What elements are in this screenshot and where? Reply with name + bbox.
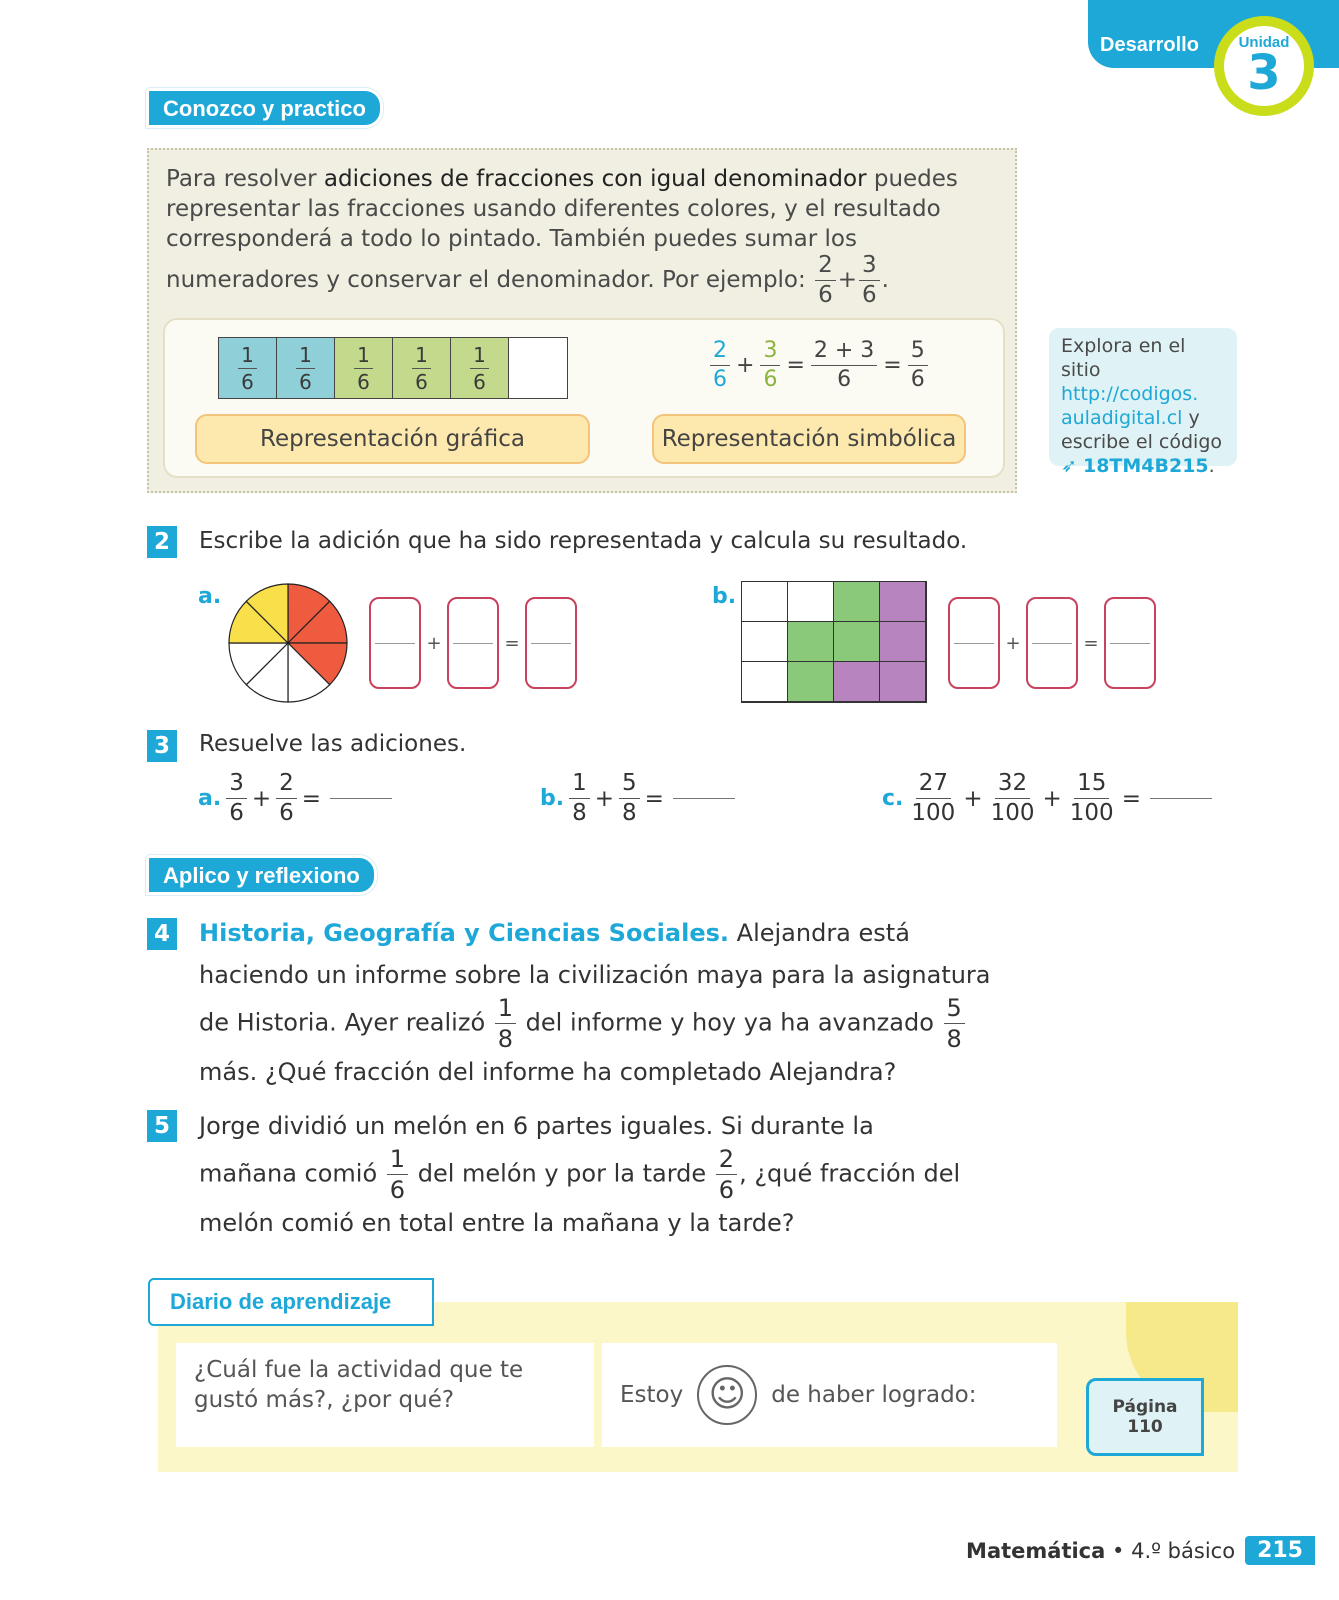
unit-badge bbox=[1214, 16, 1314, 116]
section-label: Desarrollo bbox=[1100, 34, 1199, 56]
page-footer: Matemática • 4.º básico 215 bbox=[966, 1536, 1315, 1565]
subject-tag: Historia, Geografía y Ciencias Sociales. bbox=[199, 919, 730, 947]
fraction-pie bbox=[226, 581, 350, 705]
journal-title: Diario de aprendizaje bbox=[148, 1278, 434, 1326]
grid-cell bbox=[880, 622, 926, 662]
site-link-2[interactable]: auladigital.cl bbox=[1061, 407, 1183, 429]
fraction: $\frac{3}{6}$ bbox=[859, 254, 880, 307]
fraction: $\frac{2 + 3}{6}$ bbox=[811, 340, 877, 391]
answer-card[interactable] bbox=[525, 597, 577, 689]
section-ribbon-conozco bbox=[146, 88, 383, 128]
page-reference[interactable]: Página 110 bbox=[1086, 1378, 1204, 1456]
strip-cell bbox=[509, 338, 567, 398]
grid-cell bbox=[742, 582, 788, 622]
section-title: Aplico y reflexiono bbox=[163, 863, 360, 888]
explanation-bold: adiciones de fracciones con igual denominador bbox=[323, 166, 867, 192]
grid-cell bbox=[880, 582, 926, 622]
fraction: 2 6 bbox=[710, 340, 730, 391]
grid-cell bbox=[742, 662, 788, 702]
fraction: $\frac{2}{6}$ bbox=[276, 772, 297, 825]
symbolic-equation: 2 6 + $\frac{3}{6}$ = $\frac{2 + 3}{6}$ = $\frac{5}{6}$ bbox=[708, 340, 930, 391]
exercise-c: c. 27 100 + $\frac{32}{100}$ + $\frac{15}{100}$ = bbox=[882, 772, 1212, 825]
question-3-text: Resuelve las adiciones. bbox=[199, 731, 467, 757]
item-b-letter: b. bbox=[712, 584, 737, 609]
fraction: 3 6 bbox=[226, 772, 247, 825]
question-number-2: 2 bbox=[147, 526, 177, 558]
answer-line[interactable] bbox=[673, 798, 735, 799]
answer-a: + = bbox=[369, 597, 577, 689]
grid-cell bbox=[834, 622, 880, 662]
answer-b: + = bbox=[948, 597, 1156, 689]
fraction: $\frac{5}{6}$ bbox=[908, 340, 928, 391]
grid-cell bbox=[788, 622, 834, 662]
section-ribbon-aplico bbox=[146, 855, 377, 895]
fraction: $\frac{1}{6}$ bbox=[387, 1147, 408, 1202]
unit-number: 3 bbox=[1247, 45, 1281, 101]
fraction-strip bbox=[218, 337, 568, 399]
fraction: $\frac{2}{6}$ bbox=[716, 1147, 737, 1202]
question-4-text: Historia, Geografía y Ciencias Sociales. Alejandra está haciendo un informe sobre la civilización maya para la asignatura de Historia. Ayer realizó $\frac{1}{8}$ del informe y hoy ya ha avanzado $\frac{5}{8}$ más. ¿Qué fracción del informe ha completado Alejandra? bbox=[199, 919, 991, 1086]
fraction: $\frac{3}{6}$ bbox=[760, 340, 780, 391]
unit-label: Unidad bbox=[1238, 34, 1290, 51]
answer-card[interactable] bbox=[1104, 597, 1156, 689]
answer-card[interactable] bbox=[447, 597, 499, 689]
answer-card[interactable] bbox=[369, 597, 421, 689]
strip-cell: 1 6 bbox=[451, 338, 509, 398]
question-5-text: Jorge dividió un melón en 6 partes iguales. Si durante la mañana comió $\frac{1}{6}$ del melón y por la tarde $\frac{2}{6}$ , ¿qué fracción del melón comió en total entre la mañana y la tarde? bbox=[199, 1112, 961, 1237]
exercise-b: b. 1 8 + $\frac{5}{8}$ = bbox=[540, 772, 735, 825]
strip-cell: 1 6 bbox=[277, 338, 335, 398]
question-number-3: 3 bbox=[147, 730, 177, 762]
label-graphic: Representación gráfica bbox=[195, 414, 590, 464]
explore-note: Explora en el sitio http://codigos. auladigital.cl y escribe el código ➶ 18TM4B215. bbox=[1049, 328, 1237, 466]
question-number-5: 5 bbox=[147, 1110, 177, 1142]
label-symbolic: Representación simbólica bbox=[652, 414, 966, 464]
strip-cell: 1 6 bbox=[335, 338, 393, 398]
site-code: 18TM4B215 bbox=[1082, 455, 1209, 477]
explanation-text: Para resolver adiciones de fracciones con igual denominador puedes representar las fracciones usando diferentes colores, y el resultado corresponderá a todo lo pintado. También puedes sumar los numeradores y conservar el denominador. Por ejemplo: $\frac{2}{6}$ + $\frac{3}{6}$ . bbox=[166, 166, 958, 308]
grid-cell bbox=[788, 582, 834, 622]
fraction-grid bbox=[741, 581, 927, 703]
grid-cell bbox=[742, 622, 788, 662]
fraction: $\frac{5}{8}$ bbox=[944, 996, 965, 1051]
fraction: $\frac{32}{100}$ bbox=[990, 770, 1035, 826]
site-link[interactable]: http://codigos. bbox=[1061, 383, 1199, 405]
answer-line[interactable] bbox=[330, 798, 392, 799]
page-number: 215 bbox=[1245, 1536, 1315, 1565]
strip-cell: 1 6 bbox=[219, 338, 277, 398]
strip-cell: 1 6 bbox=[393, 338, 451, 398]
question-number-4: 4 bbox=[147, 918, 177, 950]
answer-line[interactable] bbox=[1150, 798, 1212, 799]
journal-feeling: Estoy ☺ de haber logrado: bbox=[602, 1343, 1057, 1447]
smiley-icon: ☺ bbox=[697, 1365, 757, 1425]
grid-cell bbox=[788, 662, 834, 702]
fraction: $\frac{5}{8}$ bbox=[619, 772, 640, 825]
exercise-a: a. 3 6 + $\frac{2}{6}$ = bbox=[198, 772, 392, 825]
grid-cell bbox=[834, 662, 880, 702]
grid-cell bbox=[880, 662, 926, 702]
section-title: Conozco y practico bbox=[163, 96, 366, 121]
item-a-letter: a. bbox=[198, 584, 222, 609]
grid-cell bbox=[834, 582, 880, 622]
answer-card[interactable] bbox=[948, 597, 1000, 689]
answer-card[interactable] bbox=[1026, 597, 1078, 689]
fraction: $\frac{1}{8}$ bbox=[495, 996, 516, 1051]
fraction: 1 8 bbox=[569, 772, 590, 825]
fraction: 27 100 bbox=[911, 770, 956, 826]
cursor-icon: ➶ bbox=[1061, 455, 1077, 477]
fraction: $\frac{15}{100}$ bbox=[1069, 770, 1114, 826]
fraction: $\frac{2}{6}$ bbox=[815, 254, 836, 307]
journal-question: ¿Cuál fue la actividad que te gustó más?, ¿por qué? bbox=[176, 1343, 594, 1447]
question-2-text: Escribe la adición que ha sido representada y calcula su resultado. bbox=[199, 528, 968, 554]
